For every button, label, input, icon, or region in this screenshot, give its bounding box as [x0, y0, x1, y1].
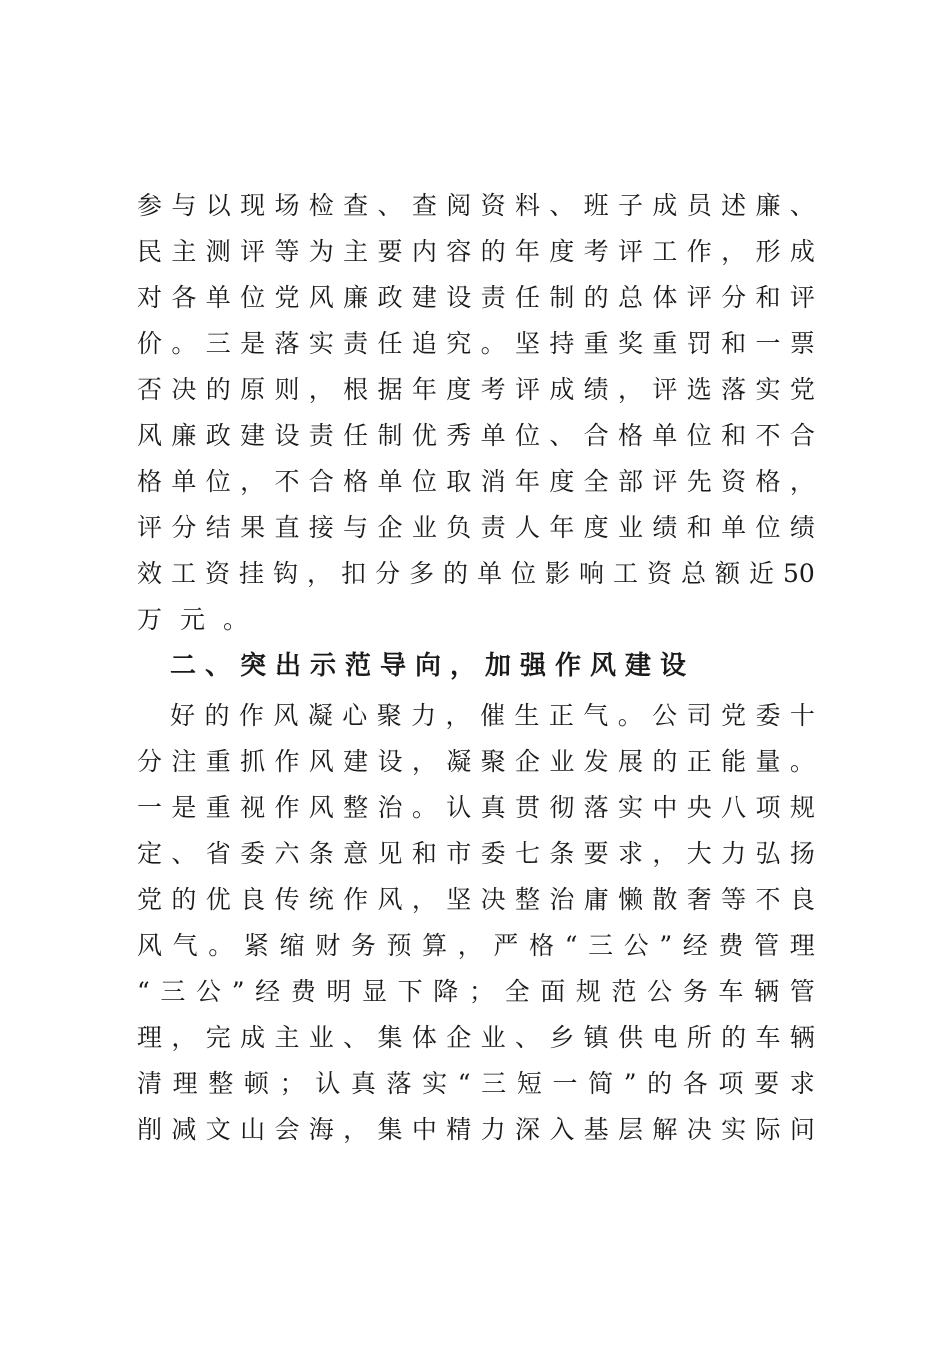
paragraph-1-line-4: 价 。 三 是 落 实 责 任 追 究 。 坚 持 重 奖 重 罚 和 一 票 — [137, 329, 815, 358]
paragraph-2-line-1: 好 的 作 风 凝 心 聚 力 ， 催 生 正 气 。 公 司 党 委 十 — [170, 701, 815, 730]
paragraph-1-line-1: 参 与 以 现 场 检 查 、 查 阅 资 料 、 班 子 成 员 述 廉 、 — [137, 191, 815, 220]
paragraph-1-line-6: 风 廉 政 建 设 责 任 制 优 秀 单 位 、 合 格 单 位 和 不 合 — [137, 421, 815, 450]
paragraph-2-line-8: 理 ， 完 成 主 业 、 集 体 企 业 、 乡 镇 供 电 所 的 车 辆 — [137, 1023, 815, 1052]
paragraph-2-line-3: 一 是 重 视 作 风 整 治 。 认 真 贯 彻 落 实 中 央 八 项 规 — [137, 793, 815, 822]
paragraph-1-line-2: 民 主 测 评 等 为 主 要 内 容 的 年 度 考 评 工 作 ， 形 成 — [137, 237, 815, 266]
paragraph-2-line-2: 分 注 重 抓 作 风 建 设 ， 凝 聚 企 业 发 展 的 正 能 量 。 — [137, 747, 815, 776]
paragraph-1-line-7: 格 单 位 ， 不 合 格 单 位 取 消 年 度 全 部 评 先 资 格 ， — [137, 467, 815, 496]
section-heading: 二、突出示范导向，加强作风建设 — [170, 651, 696, 681]
paragraph-2-line-7: “ 三 公 ” 经 费 明 显 下 降 ； 全 面 规 范 公 务 车 辆 管 — [137, 977, 815, 1006]
paragraph-2-line-10: 削 减 文 山 会 海 ， 集 中 精 力 深 入 基 层 解 决 实 际 问 — [137, 1115, 815, 1144]
paragraph-1-line-8: 评 分 结 果 直 接 与 企 业 负 责 人 年 度 业 绩 和 单 位 绩 — [137, 513, 815, 542]
paragraph-2-line-5: 党 的 优 良 传 统 作 风 ， 坚 决 整 治 庸 懒 散 奢 等 不 良 — [137, 885, 815, 914]
paragraph-1-line-9: 效 工 资 挂 钩 ， 扣 分 多 的 单 位 影 响 工 资 总 额 近 50 — [137, 559, 815, 588]
paragraph-2-line-9: 清 理 整 顿 ； 认 真 落 实 “ 三 短 一 简 ” 的 各 项 要 求 — [137, 1069, 815, 1098]
paragraph-2-line-4: 定 、 省 委 六 条 意 见 和 市 委 七 条 要 求 ， 大 力 弘 扬 — [137, 839, 815, 868]
paragraph-1-line-10: 万元。 — [137, 605, 267, 634]
paragraph-1-line-5: 否 决 的 原 则 ， 根 据 年 度 考 评 成 绩 ， 评 选 落 实 党 — [137, 375, 815, 404]
paragraph-2-line-6: 风 气 。 紧 缩 财 务 预 算 ， 严 格 “ 三 公 ” 经 费 管 理 — [137, 931, 815, 960]
paragraph-1-line-3: 对 各 单 位 党 风 廉 政 建 设 责 任 制 的 总 体 评 分 和 评 — [137, 283, 815, 312]
